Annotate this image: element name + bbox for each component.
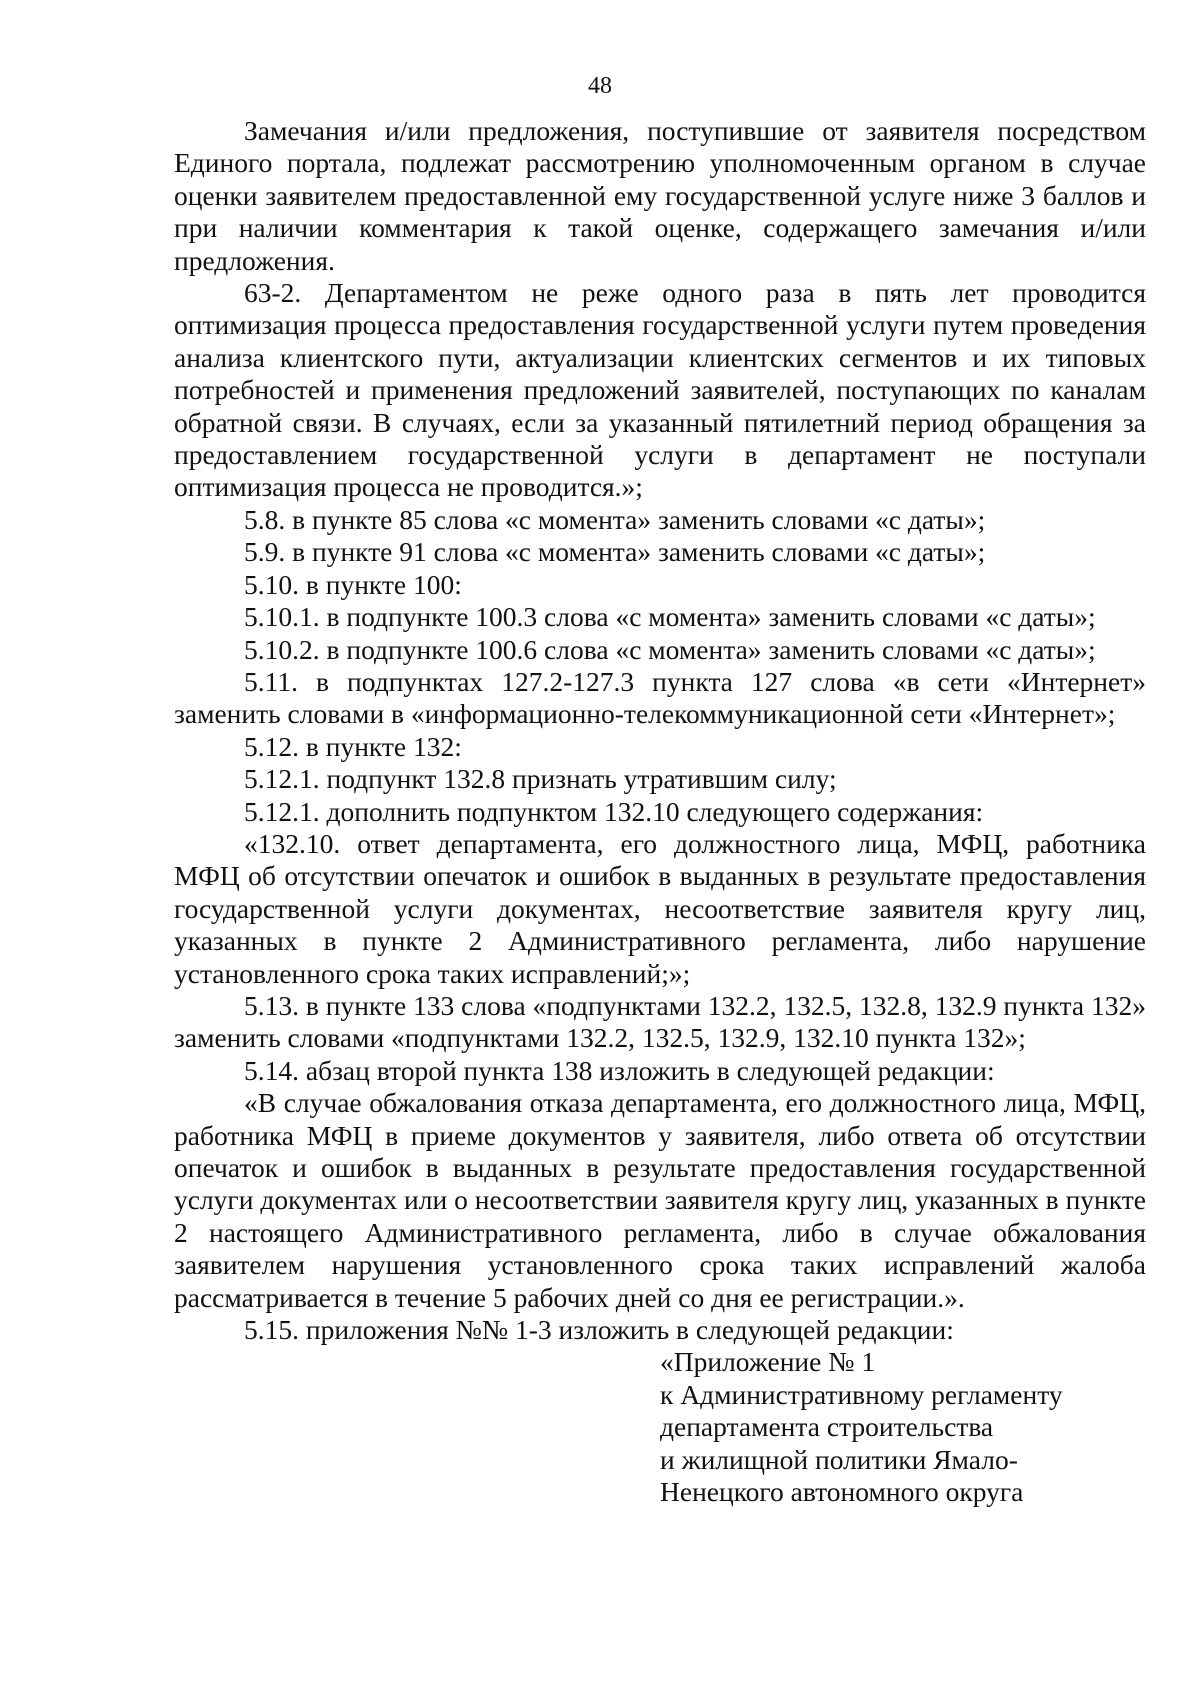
paragraph-138-quote: «В случае обжалования отказа департамента, его должностного лица, МФЦ, работника МФЦ в приеме документов у заявителя, либо ответа об отсутствии опечаток и ошибок в выданных в результате предоставления государственной услуги документах или о несоответствии заявителя кругу лиц, указанных в пункте 2 настоящего Административного регламента, либо в случае обжалования заявителем нарушения установленного срока таких исправлений жалоба рассматривается в течение 5 рабочих дней со дня ее регистрации.». bbox=[174, 1087, 1146, 1313]
paragraph-5-8: 5.8. в пункте 85 слова «с момента» заменить словами «с даты»; bbox=[244, 503, 986, 535]
paragraph-5-13: 5.13. в пункте 133 слова «подпунктами 132.2, 132.5, 132.8, 132.9 пункта 132» заменить словами «подпунктами 132.2, 132.5, 132.9, 132.10 пункта 132»; bbox=[174, 989, 1146, 1054]
appendix-district-line: Ненецкого автономного округа bbox=[660, 1476, 1024, 1508]
paragraph-5-10-1: 5.10.1. в подпункте 100.3 слова «с момента» заменить словами «с даты»; bbox=[244, 601, 1096, 633]
paragraph-5-12-1-b: 5.12.1. дополнить подпунктом 132.10 следующего содержания: bbox=[244, 795, 984, 827]
paragraph-remarks: Замечания и/или предложения, поступившие от заявителя посредством Единого портала, подлежат рассмотрению уполномоченным органом в случае оценки заявителем предоставленной ему государственной услуге ниже 3 баллов и при наличии комментария к такой оценке, содержащего замечания и/или предложения. bbox=[174, 115, 1146, 276]
paragraph-5-12-1-a: 5.12.1. подпункт 132.8 признать утратившим силу; bbox=[244, 763, 837, 795]
document-body bbox=[174, 115, 1146, 1508]
paragraph-63-2: 63-2. Департаментом не реже одного раза в пять лет проводится оптимизация процесса предоставления государственной услуги путем проведения анализа клиентского пути, актуализации клиентских сегментов и их типовых потребностей и применения предложений заявителей, поступающих по каналам обратной связи. В случаях, если за указанный пятилетний период обращения за предоставлением государственной услуги в департамент не поступали оптимизация процесса не проводится.»; bbox=[174, 277, 1146, 503]
appendix-header bbox=[660, 1346, 1146, 1508]
paragraph-5-10: 5.10. в пункте 100: bbox=[244, 568, 462, 600]
paragraph-5-9: 5.9. в пункте 91 слова «с момента» заменить словами «с даты»; bbox=[244, 536, 986, 568]
paragraph-5-11: 5.11. в подпунктах 127.2-127.3 пункта 127 слова «в сети «Интернет» заменить словами в «информационно-телекоммуникационной сети «Интернет»; bbox=[174, 665, 1146, 730]
appendix-dept-line: департамента строительства bbox=[660, 1411, 994, 1443]
page-number: 48 bbox=[588, 73, 612, 99]
paragraph-5-12: 5.12. в пункте 132: bbox=[244, 730, 462, 762]
paragraph-132-10-quote: «132.10. ответ департамента, его должностного лица, МФЦ, работника МФЦ об отсутствии опечаток и ошибок в выданных в результате предоставления государственной услуги документах, несоответствие заявителя кругу лиц, указанных в пункте 2 Административного регламента, либо нарушение установленного срока таких исправлений;»; bbox=[174, 827, 1146, 989]
paragraph-5-14: 5.14. абзац второй пункта 138 изложить в следующей редакции: bbox=[244, 1054, 995, 1086]
appendix-policy-line: и жилищной политики Ямало- bbox=[660, 1443, 1018, 1475]
appendix-to-line: к Административному регламенту bbox=[660, 1378, 1063, 1410]
paragraph-5-15: 5.15. приложения №№ 1-3 изложить в следующей редакции: bbox=[244, 1314, 954, 1346]
appendix-title: «Приложение № 1 bbox=[660, 1346, 876, 1378]
paragraph-5-10-2: 5.10.2. в подпункте 100.6 слова «с момента» заменить словами «с даты»; bbox=[244, 633, 1096, 665]
